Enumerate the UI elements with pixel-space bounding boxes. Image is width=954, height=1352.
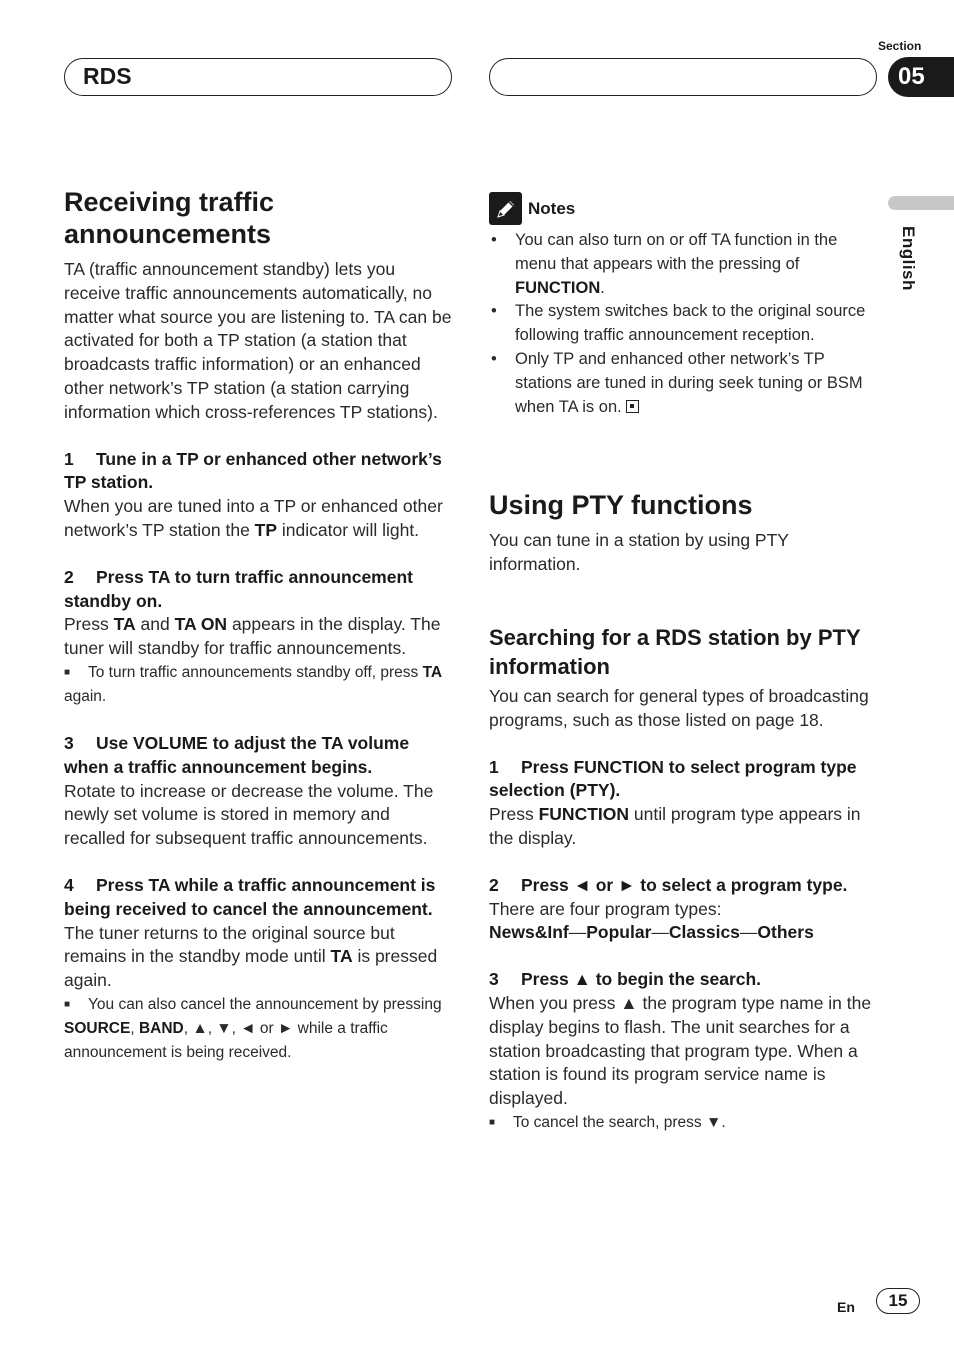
right-column xyxy=(489,192,877,1135)
square-bullet-icon: ■ xyxy=(489,1116,496,1128)
pty-step-3-note: ■ To cancel the search, press ▼. xyxy=(489,1111,877,1135)
step-2-heading: 2 Press TA to turn traffic announcement standby on. xyxy=(64,566,413,611)
header-title: RDS xyxy=(83,63,132,89)
pty-intro: You can tune in a station by using PTY information. xyxy=(489,530,789,575)
section-number: 05 xyxy=(888,57,954,97)
section-title-traffic: Receiving traffic announcements xyxy=(64,187,275,249)
language-code: En xyxy=(837,1299,855,1315)
section-label: Section xyxy=(878,39,922,53)
section-title-pty: Using PTY functions xyxy=(489,490,753,521)
notes-header xyxy=(489,192,877,225)
step-1-heading: 1 Tune in a TP or enhanced other network’s TP station. xyxy=(64,448,442,493)
header-title-pill xyxy=(64,58,452,96)
language-tab xyxy=(888,196,954,210)
step-4-heading: 4 Press TA while a traffic announcement is being received to cancel the announcement. xyxy=(64,874,436,919)
notes-title: Notes xyxy=(528,198,576,218)
step-3-heading: 3 Use VOLUME to adjust the TA volume when a traffic announcement begins. xyxy=(64,732,410,777)
step-4-note: ■ You can also cancel the announcement by pressing SOURCE, BAND, ▲, ▼, ◄ or ► while a traffic announcement is being received. xyxy=(64,993,452,1065)
pty-step-3-text: When you press ▲ the program type name in the display begins to flash. The unit searches for a station broadcasting that program type. When a station is found its program service name is displayed. xyxy=(489,992,872,1109)
square-bullet-icon: ■ xyxy=(64,998,71,1010)
pty-step-2-text: There are four program types: xyxy=(489,898,722,919)
step-4-text: The tuner returns to the original source but remains in the standby mode until TA is pressed again. xyxy=(64,922,438,991)
pencil-icon xyxy=(489,192,522,225)
page-number: 15 xyxy=(876,1288,920,1314)
note-item: • You can also turn on or off TA function in the menu that appears with the pressing of FUNCTION. xyxy=(489,229,877,300)
square-bullet-icon: ■ xyxy=(64,666,71,678)
note-item: • Only TP and enhanced other network’s TP stations are tuned in during seek tuning or BSM when TA is on. xyxy=(489,348,877,419)
note-item: • The system switches back to the original source following traffic announcement reception. xyxy=(489,300,877,348)
subsection-title: Searching for a RDS station by PTY information xyxy=(489,624,861,679)
traffic-intro: TA (traffic announcement standby) lets you receive traffic announcements automatically, no matter what source you are listening to. TA can be activated for both a TP station (a station that broadcasts traffic information) or an enhanced other network’s TP station (a station carrying information which cross-references TP stations). xyxy=(64,259,452,422)
program-types: News&Inf—Popular—Classics—Others xyxy=(489,922,814,943)
subsection-intro: You can search for general types of broadcasting programs, such as those listed on page 18. xyxy=(489,685,869,730)
step-1-text: When you are tuned into a TP or enhanced other network’s TP station the TP indicator will light. xyxy=(64,496,443,540)
pty-step-3-heading: 3 Press ▲ to begin the search. xyxy=(489,969,762,990)
pty-step-1-heading: 1 Press FUNCTION to select program type selection (PTY). xyxy=(489,756,857,801)
notes-list xyxy=(489,229,877,419)
end-mark-icon xyxy=(626,400,639,413)
header-empty-pill xyxy=(489,58,877,96)
step-2-text: Press TA and TA ON appears in the display. The tuner will standby for traffic announcements. xyxy=(64,614,441,659)
left-column xyxy=(64,186,452,1065)
step-2-note: ■ To turn traffic announcements standby off, press TA again. xyxy=(64,661,452,709)
pty-step-1-text: Press FUNCTION until program type appears in the display. xyxy=(489,804,861,848)
step-3-text: Rotate to increase or decrease the volume. The newly set volume is stored in memory and recalled for subsequent traffic announcements. xyxy=(64,780,434,849)
language-label: English xyxy=(899,226,918,291)
pty-step-2-heading: 2 Press ◄ or ► to select a program type. xyxy=(489,874,848,895)
